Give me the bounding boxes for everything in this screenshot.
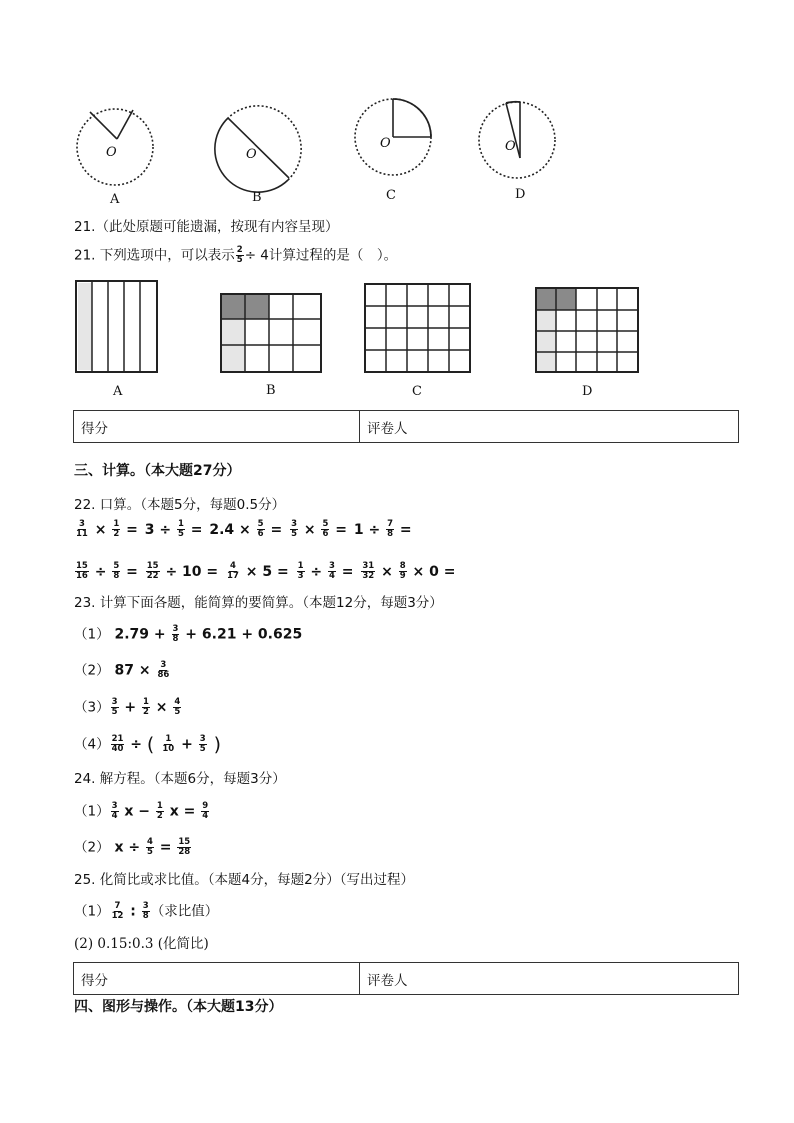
fraction: $\frac{3}{8}$: [142, 901, 149, 921]
center-label-d: O: [505, 139, 516, 154]
circle-label-a: A: [110, 192, 120, 207]
fraction: $\frac{15}{28}$: [178, 837, 191, 857]
center-label-b: O: [246, 147, 257, 162]
score-table: [73, 410, 739, 443]
oral-calc-item: [74, 519, 143, 539]
fraction: $\frac{7}{8}$: [387, 519, 394, 539]
math-text: ÷: [89, 563, 112, 580]
fraction: $\frac{1}{2}$: [143, 697, 149, 717]
math-text: 2.79 +: [109, 626, 171, 643]
item-number: （3）: [74, 699, 110, 716]
q23-item-4: [74, 735, 221, 754]
grader-cell: 评卷人: [360, 411, 739, 443]
circle-label-c: C: [386, 188, 396, 203]
math-text: :: [125, 903, 141, 920]
grid-c: [365, 284, 470, 372]
oral-calc-item: [144, 519, 208, 539]
item-note: （求比值）: [150, 903, 219, 920]
item-number: （2）: [74, 662, 110, 679]
fraction: $\frac{9}{4}$: [202, 801, 209, 821]
circle-b: [215, 106, 301, 192]
fraction: $\frac{4}{5}$: [174, 697, 181, 717]
circle-c: [355, 99, 431, 175]
oral-calc-item: [289, 519, 352, 539]
fraction: $\frac{8}{9}$: [399, 561, 406, 581]
math-text: + 6.21 + 0.625: [180, 626, 303, 643]
oral-calc-item: [209, 519, 288, 539]
math-text: x =: [164, 803, 201, 820]
math-text: 1 ÷: [353, 521, 386, 538]
math-text: 2.4 ×: [209, 521, 256, 538]
oral-calc-item: [145, 561, 224, 581]
item-number: （2）: [74, 839, 110, 856]
math-text: 3 ÷: [144, 521, 176, 538]
fraction: $\frac{31}{32}$: [362, 561, 375, 581]
circle-label-d: D: [515, 187, 526, 202]
math-text: ×: [298, 521, 321, 538]
grid-figures: [70, 278, 650, 378]
score-table-2: [73, 962, 739, 995]
fraction: $\frac{3}{4}$: [111, 801, 118, 821]
fraction: $\frac{3}{5}$: [291, 519, 297, 539]
fraction: $\frac{3}{5}$: [199, 734, 206, 754]
q23-item-3: [74, 698, 182, 717]
fraction: $\frac{5}{6}$: [257, 519, 264, 539]
circle-label-b: B: [252, 190, 262, 205]
math-text: x −: [119, 803, 155, 820]
math-text: ÷ 10 =: [160, 563, 224, 580]
grid-a: [76, 281, 157, 372]
q23-title: 23. 计算下面各题，能简算的要简算。（本题12分，每题3分）: [74, 595, 443, 611]
math-text: =: [336, 563, 359, 580]
oral-calc-item: [353, 519, 412, 539]
fraction: $\frac{15}{16}$: [76, 561, 88, 581]
fraction: $\frac{3}{8}$: [172, 624, 179, 644]
score-cell-2: 得分: [74, 963, 360, 995]
item-number: （1）: [74, 803, 110, 820]
math-text: x ÷: [109, 839, 145, 856]
math-text: +: [119, 699, 141, 716]
fraction: $\frac{1}{3}$: [297, 561, 304, 581]
q22-title: 22. 口算。（本题5分，每题0.5分）: [74, 497, 286, 513]
math-text: =: [265, 521, 288, 538]
fraction: $\frac{4}{5}$: [146, 837, 153, 857]
q22-row1: [74, 520, 414, 539]
math-text: (: [146, 733, 161, 756]
oral-calc-item: [360, 561, 456, 581]
math-text: ×: [376, 563, 398, 580]
math-text: +: [176, 736, 198, 753]
circle-d: [479, 102, 555, 178]
q23-item-1: [74, 625, 302, 644]
math-text: =: [395, 521, 412, 538]
math-text: =: [185, 521, 208, 538]
score-cell: 得分: [74, 411, 360, 443]
fraction: $\frac{3}{11}$: [76, 519, 88, 539]
grid-label-c: C: [412, 384, 422, 399]
q24-item-1: [74, 802, 210, 821]
q24-title: 24. 解方程。（本题6分，每题3分）: [74, 771, 286, 787]
math-text: ×: [150, 699, 173, 716]
fraction: $\frac{5}{8}$: [113, 561, 120, 581]
fraction: $\frac{15}{22}$: [146, 561, 159, 581]
q21-question: 21. 下列选项中，可以表示 $\frac{2}{5}$ ÷ 4计算过程的是（ ）。: [74, 245, 398, 265]
grid-label-b: B: [266, 383, 276, 398]
math-text: ): [207, 733, 222, 756]
item-number: （1）: [74, 903, 110, 920]
q25-item-2: (2) 0.15:0.3 (化简比): [74, 936, 209, 952]
grid-label-d: D: [582, 384, 593, 399]
oral-calc-item: [74, 561, 143, 581]
grid-label-a: A: [113, 384, 123, 399]
circle-figures: [60, 92, 580, 212]
fraction: $\frac{1}{10}$: [162, 734, 175, 754]
math-text: × 5 =: [240, 563, 294, 580]
oral-calc-item: [296, 561, 359, 581]
q25-item-1: [74, 902, 218, 921]
math-text: =: [121, 563, 143, 580]
item-number: （4）: [74, 736, 110, 753]
fraction: $\frac{3}{4}$: [328, 561, 335, 581]
math-text: × 0 =: [407, 563, 456, 580]
math-text: ÷: [305, 563, 327, 580]
fraction: $\frac{3}{5}$: [111, 697, 118, 717]
math-text: 87 ×: [109, 662, 156, 679]
math-text: ×: [89, 521, 112, 538]
fraction: $\frac{1}{5}$: [177, 519, 184, 539]
center-label-a: O: [106, 145, 117, 160]
math-text: =: [154, 839, 177, 856]
q24-item-2: [74, 838, 192, 857]
center-label-c: O: [380, 136, 391, 151]
q22-row2: [74, 562, 457, 581]
math-text: =: [330, 521, 352, 538]
q25-title: 25. 化简比或求比值。（本题4分，每题2分）（写出过程）: [74, 872, 414, 888]
math-text: ÷: [125, 736, 147, 753]
math-text: =: [121, 521, 143, 538]
section4-title: 四、图形与操作。（本大题13分）: [74, 999, 283, 1015]
fraction: $\frac{21}{40}$: [111, 734, 124, 754]
grid-d: [536, 288, 638, 372]
section3-title: 三、计算。（本大题27分）: [74, 463, 241, 479]
grid-b: [221, 294, 321, 372]
oral-calc-item: [225, 561, 294, 581]
fraction: $\frac{3}{86}$: [157, 660, 170, 680]
fraction: $\frac{1}{2}$: [156, 801, 163, 821]
fraction: $\frac{4}{17}$: [227, 561, 239, 581]
fraction: $\frac{1}{2}$: [113, 519, 120, 539]
fraction: $\frac{5}{6}$: [322, 519, 329, 539]
item-number: （1）: [74, 626, 110, 643]
q21-note: 21.（此处原题可能遗漏，按现有内容呈现）: [74, 219, 339, 235]
fraction: $\frac{7}{12}$: [111, 901, 124, 921]
q23-item-2: [74, 661, 171, 680]
grader-cell-2: 评卷人: [360, 963, 739, 995]
